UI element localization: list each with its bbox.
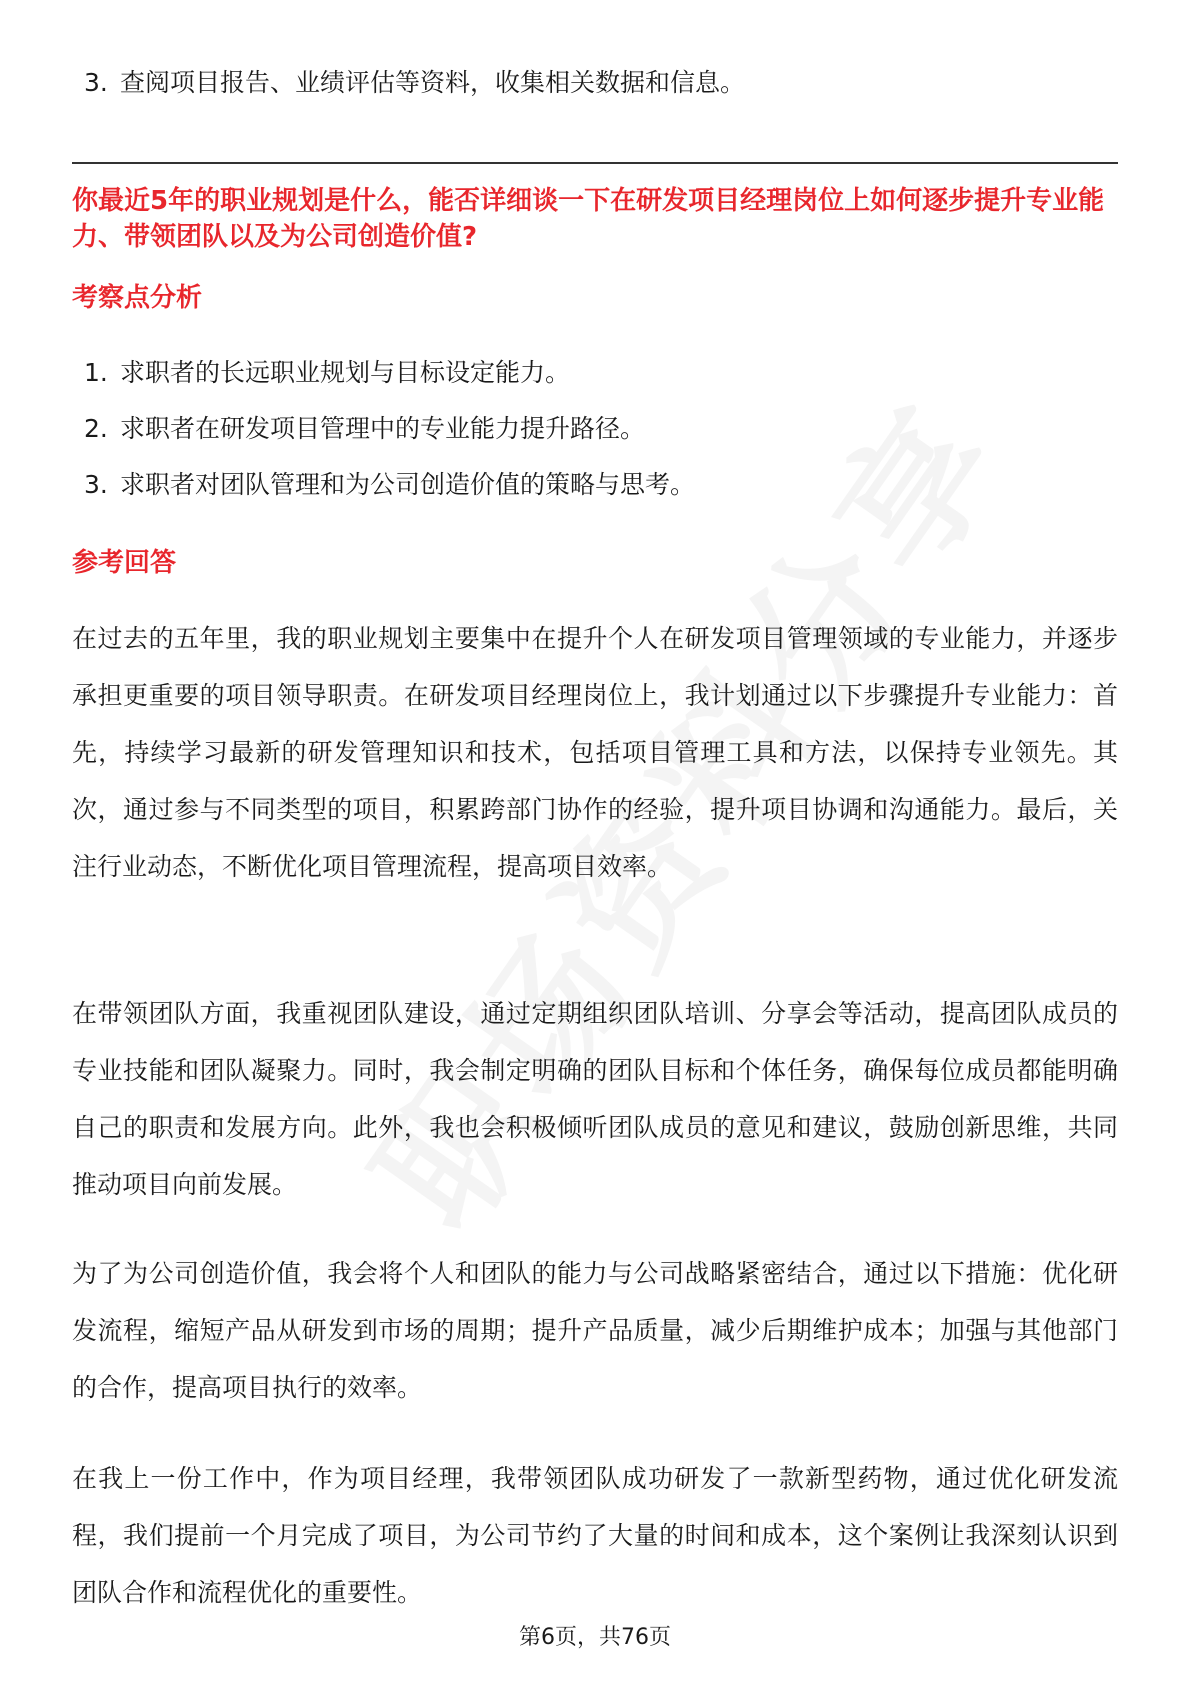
previous-list: [84, 55, 745, 111]
answer-heading: 参考回答: [72, 548, 177, 578]
answer-paragraph: 为了为公司创造价值，我会将个人和团队的能力与公司战略紧密结合，通过以下措施：优化研发流程，缩短产品从研发到市场的周期；提升产品质量，减少后期维护成本；加强与其他部门的合作，提高项目执行的效率。: [72, 1259, 1118, 1402]
list-item-text: 求职者在研发项目管理中的专业能力提升路径。: [120, 414, 646, 443]
answer-paragraph: 在我上一份工作中，作为项目经理，我带领团队成功研发了一款新型药物，通过优化研发流程，我们提前一个月完成了项目，为公司节约了大量的时间和成本，这个案例让我深刻认识到团队合作和流程优化的重要性。: [72, 1464, 1118, 1607]
answer-paragraph: 在过去的五年里，我的职业规划主要集中在提升个人在研发项目管理领域的专业能力，并逐步承担更重要的项目领导职责。在研发项目经理岗位上，我计划通过以下步骤提升专业能力：首先，持续学习最新的研发管理知识和技术，包括项目管理工具和方法，以保持专业领先。其次，通过参与不同类型的项目，积累跨部门协作的经验，提升项目协调和沟通能力。最后，关注行业动态，不断优化项目管理流程，提高项目效率。: [72, 624, 1118, 881]
list-item: [84, 401, 695, 457]
list-item-number: 2.: [84, 414, 108, 443]
answer-paragraph: 在带领团队方面，我重视团队建设，通过定期组织团队培训、分享会等活动，提高团队成员的专业技能和团队凝聚力。同时，我会制定明确的团队目标和个体任务，确保每位成员都能明确自己的职责和发展方向。此外，我也会积极倾听团队成员的意见和建议，鼓励创新思维，共同推动项目向前发展。: [72, 999, 1118, 1199]
analysis-list: [84, 345, 695, 513]
list-item-number: 1.: [84, 358, 108, 387]
list-item-text: 求职者对团队管理和为公司创造价值的策略与思考。: [120, 470, 696, 499]
list-item: [84, 345, 695, 401]
section-divider: [72, 162, 1118, 164]
list-item-text: 求职者的长远职业规划与目标设定能力。: [120, 358, 571, 387]
page-number-footer: 第6页，共76页: [519, 1625, 671, 1650]
list-item-text: 查阅项目报告、业绩评估等资料，收集相关数据和信息。: [120, 68, 746, 97]
analysis-heading: 考察点分析: [72, 283, 203, 313]
list-item-number: 3.: [84, 68, 108, 97]
list-item-number: 3.: [84, 470, 108, 499]
list-item: [84, 457, 695, 513]
list-item: [84, 55, 745, 111]
question-heading: 你最近5年的职业规划是什么，能否详细谈一下在研发项目经理岗位上如何逐步提升专业能力、带领团队以及为公司创造价值?: [72, 186, 1105, 252]
